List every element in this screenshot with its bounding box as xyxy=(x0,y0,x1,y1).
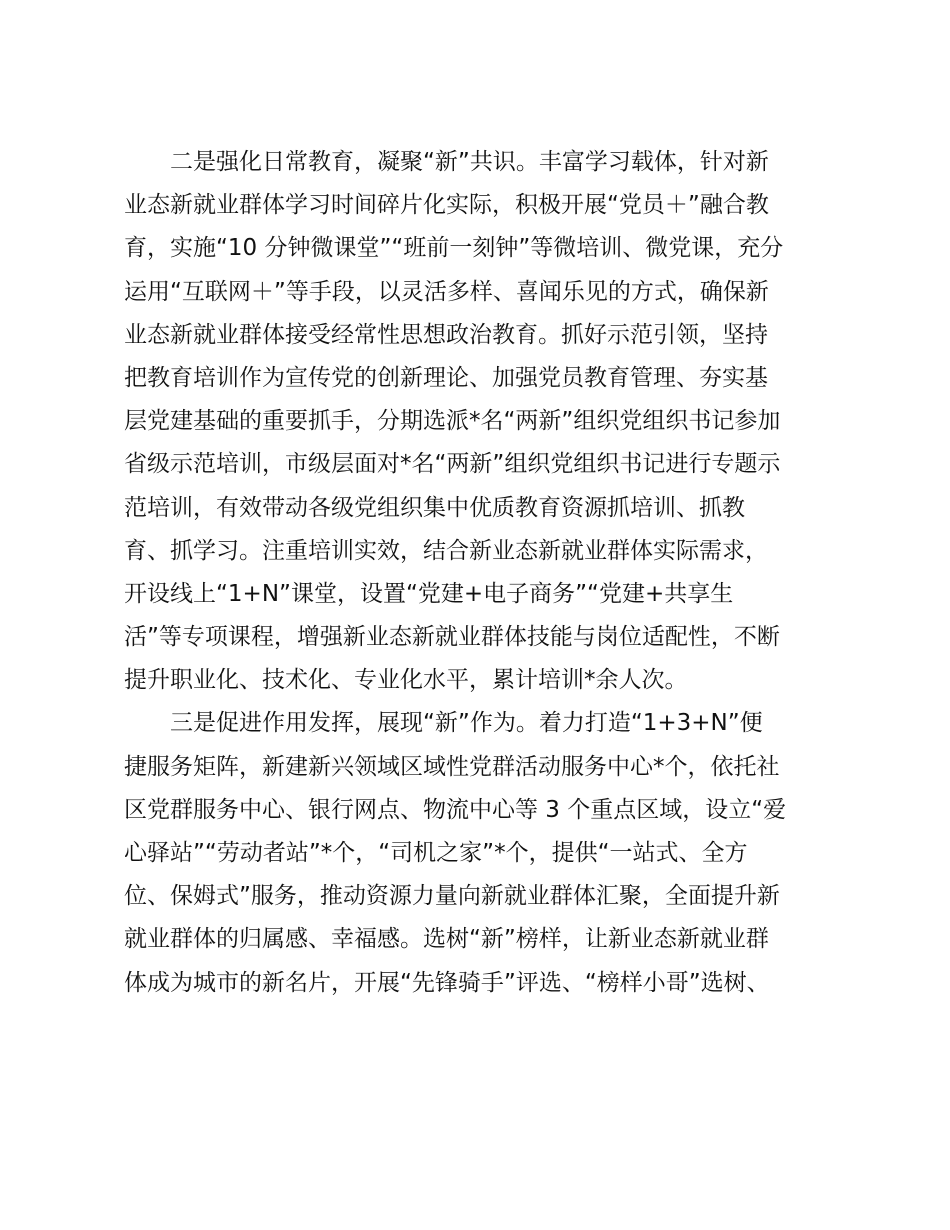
text-line: 区党群服务中心、银行网点、物流中心等 3 个重点区域，设立“爱 xyxy=(124,796,787,823)
text-line: 捷服务矩阵，新建新兴领域区域性党群活动服务中心*个，依托社 xyxy=(124,753,780,780)
text-line: 活”等专项课程，增强新业态新就业群体技能与岗位适配性，不断 xyxy=(124,624,780,651)
text-line: 层党建基础的重要抓手，分期选派*名“两新”组织党组织书记参加 xyxy=(124,408,781,435)
text-line: 体成为城市的新名片，开展“先锋骑手”评选、“榜样小哥”选树、 xyxy=(124,969,770,996)
text-line: 心驿站”“劳动者站”*个，“司机之家”*个，提供“一站式、全方 xyxy=(124,840,748,866)
text-line: 提升职业化、技术化、专业化水平，累计培训*余人次。 xyxy=(124,667,688,694)
text-line: 范培训，有效带动各级党组织集中优质教育资源抓培训、抓教 xyxy=(124,494,745,521)
body-text xyxy=(124,141,836,1005)
text-line: 二是强化日常教育，凝聚“新”共识。丰富学习载体，针对新 xyxy=(170,149,769,175)
text-line: 位、保姆式”服务，推动资源力量向新就业群体汇聚，全面提升新 xyxy=(124,883,780,910)
text-line: 省级示范培训，市级层面对*名“两新”组织党组织书记进行专题示 xyxy=(124,451,781,478)
text-line: 业态新就业群体接受经常性思想政治教育。抓好示范引领，坚持 xyxy=(124,321,768,348)
paragraph-education xyxy=(124,141,836,702)
text-line: 开设线上“1+N”课堂，设置“党建+电子商务”“党建+共享生 xyxy=(124,580,734,607)
text-line: 把教育培训作为宣传党的创新理论、加强党员教育管理、夯实基 xyxy=(124,364,768,391)
text-line: 育、抓学习。注重培训实效，结合新业态新就业群体实际需求， xyxy=(124,537,768,564)
text-line: 育，实施“10 分钟微课堂”“班前一刻钟”等微培训、微党课，充分 xyxy=(124,235,784,262)
text-line: 三是促进作用发挥，展现“新”作为。着力打造“1+3+N”便 xyxy=(170,710,763,737)
text-line: 运用“互联网＋”等手段，以灵活多样、喜闻乐见的方式，确保新 xyxy=(124,278,769,305)
text-line: 业态新就业群体学习时间碎片化实际，积极开展“党员＋”融合教 xyxy=(124,192,769,219)
text-line: 就业群体的归属感、幸福感。选树“新”榜样，让新业态新就业群 xyxy=(124,926,769,953)
paragraph-role xyxy=(124,702,836,1004)
